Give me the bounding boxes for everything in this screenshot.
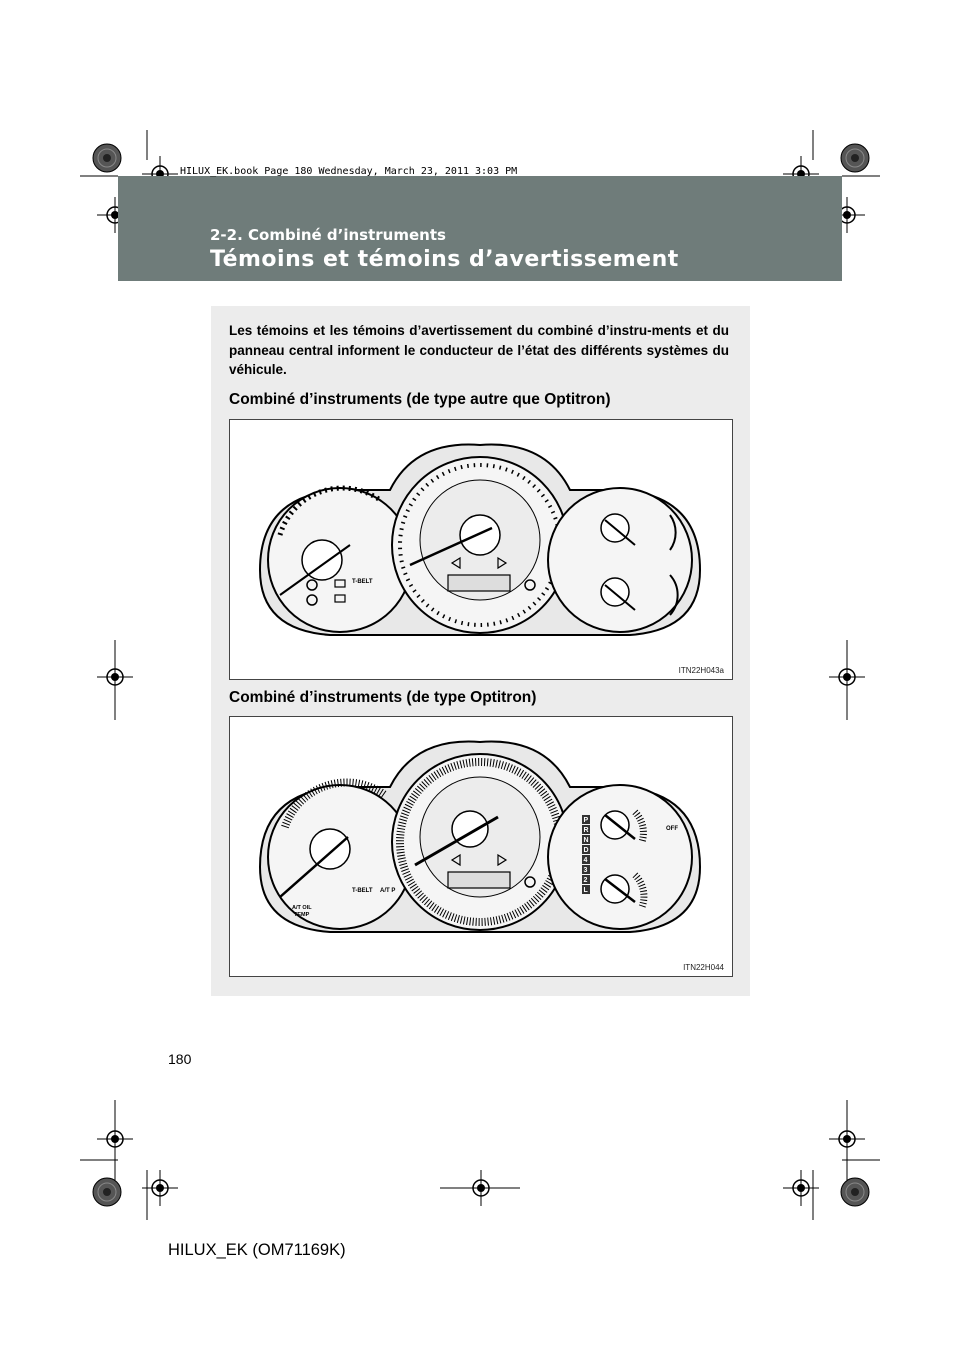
off-label: OFF [666, 826, 678, 832]
tbelt-label-1: T-BELT [352, 579, 373, 585]
gear-letter: R [583, 827, 589, 834]
atoil-label: A/T OIL [292, 905, 312, 911]
temp-label: TEMP [294, 912, 310, 918]
atp-label: A/T P [380, 888, 396, 894]
page-number: 180 [168, 1051, 192, 1067]
figure-1-cluster-diagram [229, 419, 733, 680]
page-title: Témoins et témoins d’avertissement [210, 247, 679, 272]
gear-letter: 4 [583, 857, 588, 864]
gear-letter: 2 [583, 877, 588, 884]
figure-2-cluster-diagram [229, 716, 733, 977]
section-label: 2-2. Combiné d’instruments [210, 226, 446, 244]
intro-paragraph: Les témoins et les témoins d’avertissement du combiné d’instru-ments et du panneau central informent le conducteur de l’état des différents systèmes du véhicule. [229, 323, 729, 377]
figure-1-code: ITN22H043a [678, 666, 724, 675]
cluster-illustration-1 [230, 420, 732, 679]
print-info: HILUX_EK.book Page 180 Wednesday, March 23, 2011 3:03 PM [180, 166, 518, 177]
gear-letter: D [583, 847, 589, 854]
gear-letter: 3 [583, 867, 588, 874]
cluster-illustration-2 [230, 717, 732, 976]
tbelt-label-2: T-BELT [352, 888, 373, 894]
figure-2-caption: Combiné d’instruments (de type Optitron) [229, 689, 537, 706]
figure-1-caption: Combiné d’instruments (de type autre que Optitron) [229, 391, 611, 408]
gear-letter: L [583, 887, 588, 894]
model-code: HILUX_EK (OM71169K) [168, 1241, 346, 1259]
gear-letter: N [583, 837, 589, 844]
figure-2-code: ITN22H044 [683, 963, 724, 972]
gear-letter: P [583, 817, 589, 824]
